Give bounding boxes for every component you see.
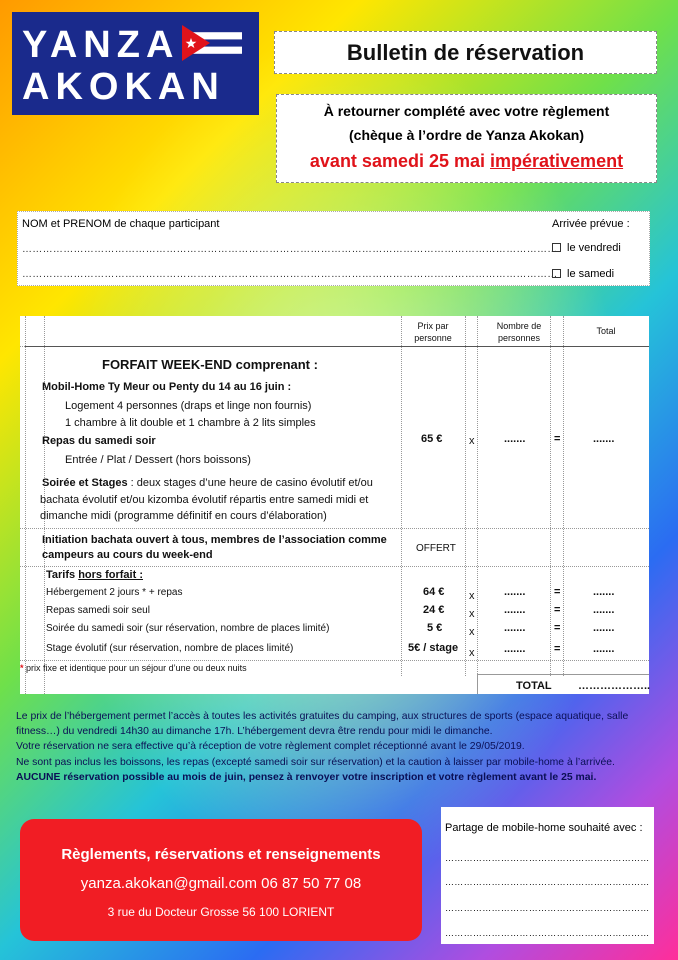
header-total: Total: [596, 326, 616, 336]
repas-title: Repas du samedi soir: [42, 435, 156, 447]
forfait-count-field[interactable]: .......: [504, 433, 526, 445]
checkbox-icon[interactable]: [552, 243, 561, 252]
logement-line: Logement 4 personnes (draps et linge non fournis): [65, 400, 312, 412]
extra-price: 24 €: [423, 604, 445, 616]
extra-label: Hébergement 2 jours * + repas: [46, 587, 183, 598]
extra-count-field[interactable]: .......: [504, 622, 526, 634]
extra-count-field[interactable]: .......: [504, 586, 526, 598]
logo-line2: AKOKAN: [22, 66, 225, 108]
equals-sign: =: [554, 433, 561, 445]
forfait-price: 65 €: [421, 433, 443, 445]
logo-line1: YANZA: [22, 24, 180, 66]
grid-line: [477, 316, 478, 694]
conditions-paragraph: Votre réservation ne sera effective qu’à réception de votre règlement complet réceptionné avant le 29/05/2019.: [16, 741, 525, 753]
chambres-line: 1 chambre à lit double et 1 chambre à 2 lits simples: [65, 417, 316, 429]
forfait-title: FORFAIT WEEK-END comprenant :: [102, 357, 318, 372]
extra-count-field[interactable]: .......: [504, 643, 526, 655]
times-sign: x: [469, 435, 475, 447]
share-name-field-4[interactable]: …………………………………………………………: [445, 928, 650, 938]
initiation-title: Initiation bachata: [42, 534, 133, 546]
times-sign: x: [469, 647, 475, 659]
grid-line: [20, 528, 649, 529]
extra-total-field[interactable]: .......: [593, 622, 615, 634]
mobil-home-title: Mobil-Home Ty Meur ou Penty du 14 au 16 juin :: [42, 381, 292, 393]
extra-total-field[interactable]: .......: [593, 604, 615, 616]
contact-email-phone[interactable]: yanza.akokan@gmail.com 06 87 50 77 08: [80, 875, 362, 892]
share-name-field-1[interactable]: …………………………………………………………: [445, 853, 650, 863]
equals-sign: =: [554, 622, 561, 634]
contact-title: Règlements, réservations et renseignements: [61, 846, 381, 863]
initiation-text: ouvert à tous, membres de l’association comme: [132, 534, 387, 546]
soiree-line1: [42, 477, 373, 489]
times-sign: x: [469, 626, 475, 638]
contact-box: [20, 819, 422, 941]
soiree-text: : deux stages d’une heure de casino évolutif et/ou: [127, 477, 373, 489]
tarifs-underlined: hors forfait :: [78, 569, 143, 581]
grid-line: [465, 316, 466, 676]
times-sign: x: [469, 608, 475, 620]
return-instructions-box: [276, 94, 657, 183]
tarifs-title: [46, 569, 143, 581]
arrival-option-label: le samedi: [567, 268, 615, 280]
deadline-line: [277, 151, 656, 172]
offert-label: OFFERT: [416, 543, 456, 554]
header-count: Nombre de personnes: [496, 321, 542, 343]
grid-line: [550, 316, 551, 676]
arrival-option-samedi[interactable]: [552, 268, 614, 280]
extra-total-field[interactable]: .......: [593, 586, 615, 598]
deadline-prefix: avant samedi 25 mai: [309, 151, 491, 171]
conditions-warning: AUCUNE réservation possible au mois de juin, pensez à renvoyer votre inscription et votre règlement avant le 25 mai.: [16, 771, 597, 783]
table-header-rule: [25, 346, 649, 347]
extra-total-field[interactable]: .......: [593, 643, 615, 655]
return-line1: À retourner complété avec votre règlement: [323, 103, 610, 119]
conditions-text: [16, 709, 666, 785]
tarifs-prefix: Tarifs: [46, 569, 79, 581]
extra-label: Stage évolutif (sur réservation, nombre de places limité): [46, 643, 294, 654]
soiree-line3: dimanche midi (programme définitif en cours d’élaboration): [40, 510, 327, 522]
soiree-title: Soirée et Stages: [42, 477, 128, 489]
share-name-field-3[interactable]: …………………………………………………………: [445, 903, 650, 913]
conditions-paragraph: Ne sont pas inclus les boissons, les repas (excepté samedi soir sur réservation) et la caution à laisser par mobile-home à l’arrivée.: [16, 756, 615, 768]
arrival-label: Arrivée prévue :: [552, 218, 630, 230]
extra-label: Repas samedi soir seul: [46, 605, 150, 616]
share-name-field-2[interactable]: …………………………………………………………: [445, 877, 650, 887]
total-label: TOTAL: [516, 680, 552, 692]
repas-detail: Entrée / Plat / Dessert (hors boissons): [65, 454, 251, 466]
initiation-line1: [42, 534, 387, 546]
extra-label: Soirée du samedi soir (sur réservation, nombre de places limité): [46, 623, 330, 634]
arrival-option-label: le vendredi: [567, 242, 621, 254]
grid-line: [20, 566, 649, 567]
participant-name-field-2[interactable]: …………………………………………………………………………………………………………………………………………: [22, 269, 558, 280]
initiation-line2: campeurs au cours du week-end: [42, 549, 213, 561]
pricing-table: [20, 316, 649, 694]
grand-total-field[interactable]: ………………..: [578, 680, 651, 692]
page-title: Bulletin de réservation: [274, 31, 657, 74]
extra-count-field[interactable]: .......: [504, 604, 526, 616]
grid-line: [563, 316, 564, 676]
return-line2: (chèque à l’ordre de Yanza Akokan): [349, 127, 584, 143]
forfait-total-field[interactable]: .......: [593, 433, 615, 445]
conditions-paragraph: Le prix de l’hébergement permet l’accès à toutes les activités gratuites du camping, aux structures de sports (espace aquatique, salle fitness…) du vendredi 14h30 au dimanche 17h. L’hébergement devra être rendu pour midi le dimanche.: [16, 711, 629, 738]
extra-price: 64 €: [423, 586, 445, 598]
contact-address: 3 rue du Docteur Grosse 56 100 LORIENT: [107, 905, 335, 919]
yanza-akokan-logo: [12, 12, 259, 115]
grid-line: [401, 316, 402, 676]
footnote: [20, 663, 247, 673]
footnote-text: prix fixe et identique pour un séjour d’une ou deux nuits: [23, 663, 247, 673]
extra-price: 5 €: [427, 622, 443, 634]
participants-section: [17, 211, 650, 286]
extra-price: 5€ / stage: [408, 642, 459, 654]
equals-sign: =: [554, 643, 561, 655]
equals-sign: =: [554, 604, 561, 616]
grid-line: [20, 660, 649, 661]
cuban-flag-icon: [182, 25, 242, 61]
deadline-emphasis: impérativement: [490, 151, 624, 171]
footnote-star: *: [20, 663, 24, 673]
arrival-option-vendredi[interactable]: [552, 242, 621, 254]
grid-line: [25, 316, 26, 694]
soiree-line2: bachata évolutif et/ou kizomba évolutif répartis entre samedi midi et: [40, 494, 369, 506]
checkbox-icon[interactable]: [552, 269, 561, 278]
share-label: Partage de mobile-home souhaité avec :: [445, 822, 643, 834]
equals-sign: =: [554, 586, 561, 598]
participants-label: NOM et PRENOM de chaque participant: [22, 218, 220, 230]
header-price: Prix par personne: [414, 321, 452, 343]
participant-name-field-1[interactable]: …………………………………………………………………………………………………………………………………………: [22, 244, 558, 255]
times-sign: x: [469, 590, 475, 602]
mobile-home-share-box: [441, 807, 654, 944]
